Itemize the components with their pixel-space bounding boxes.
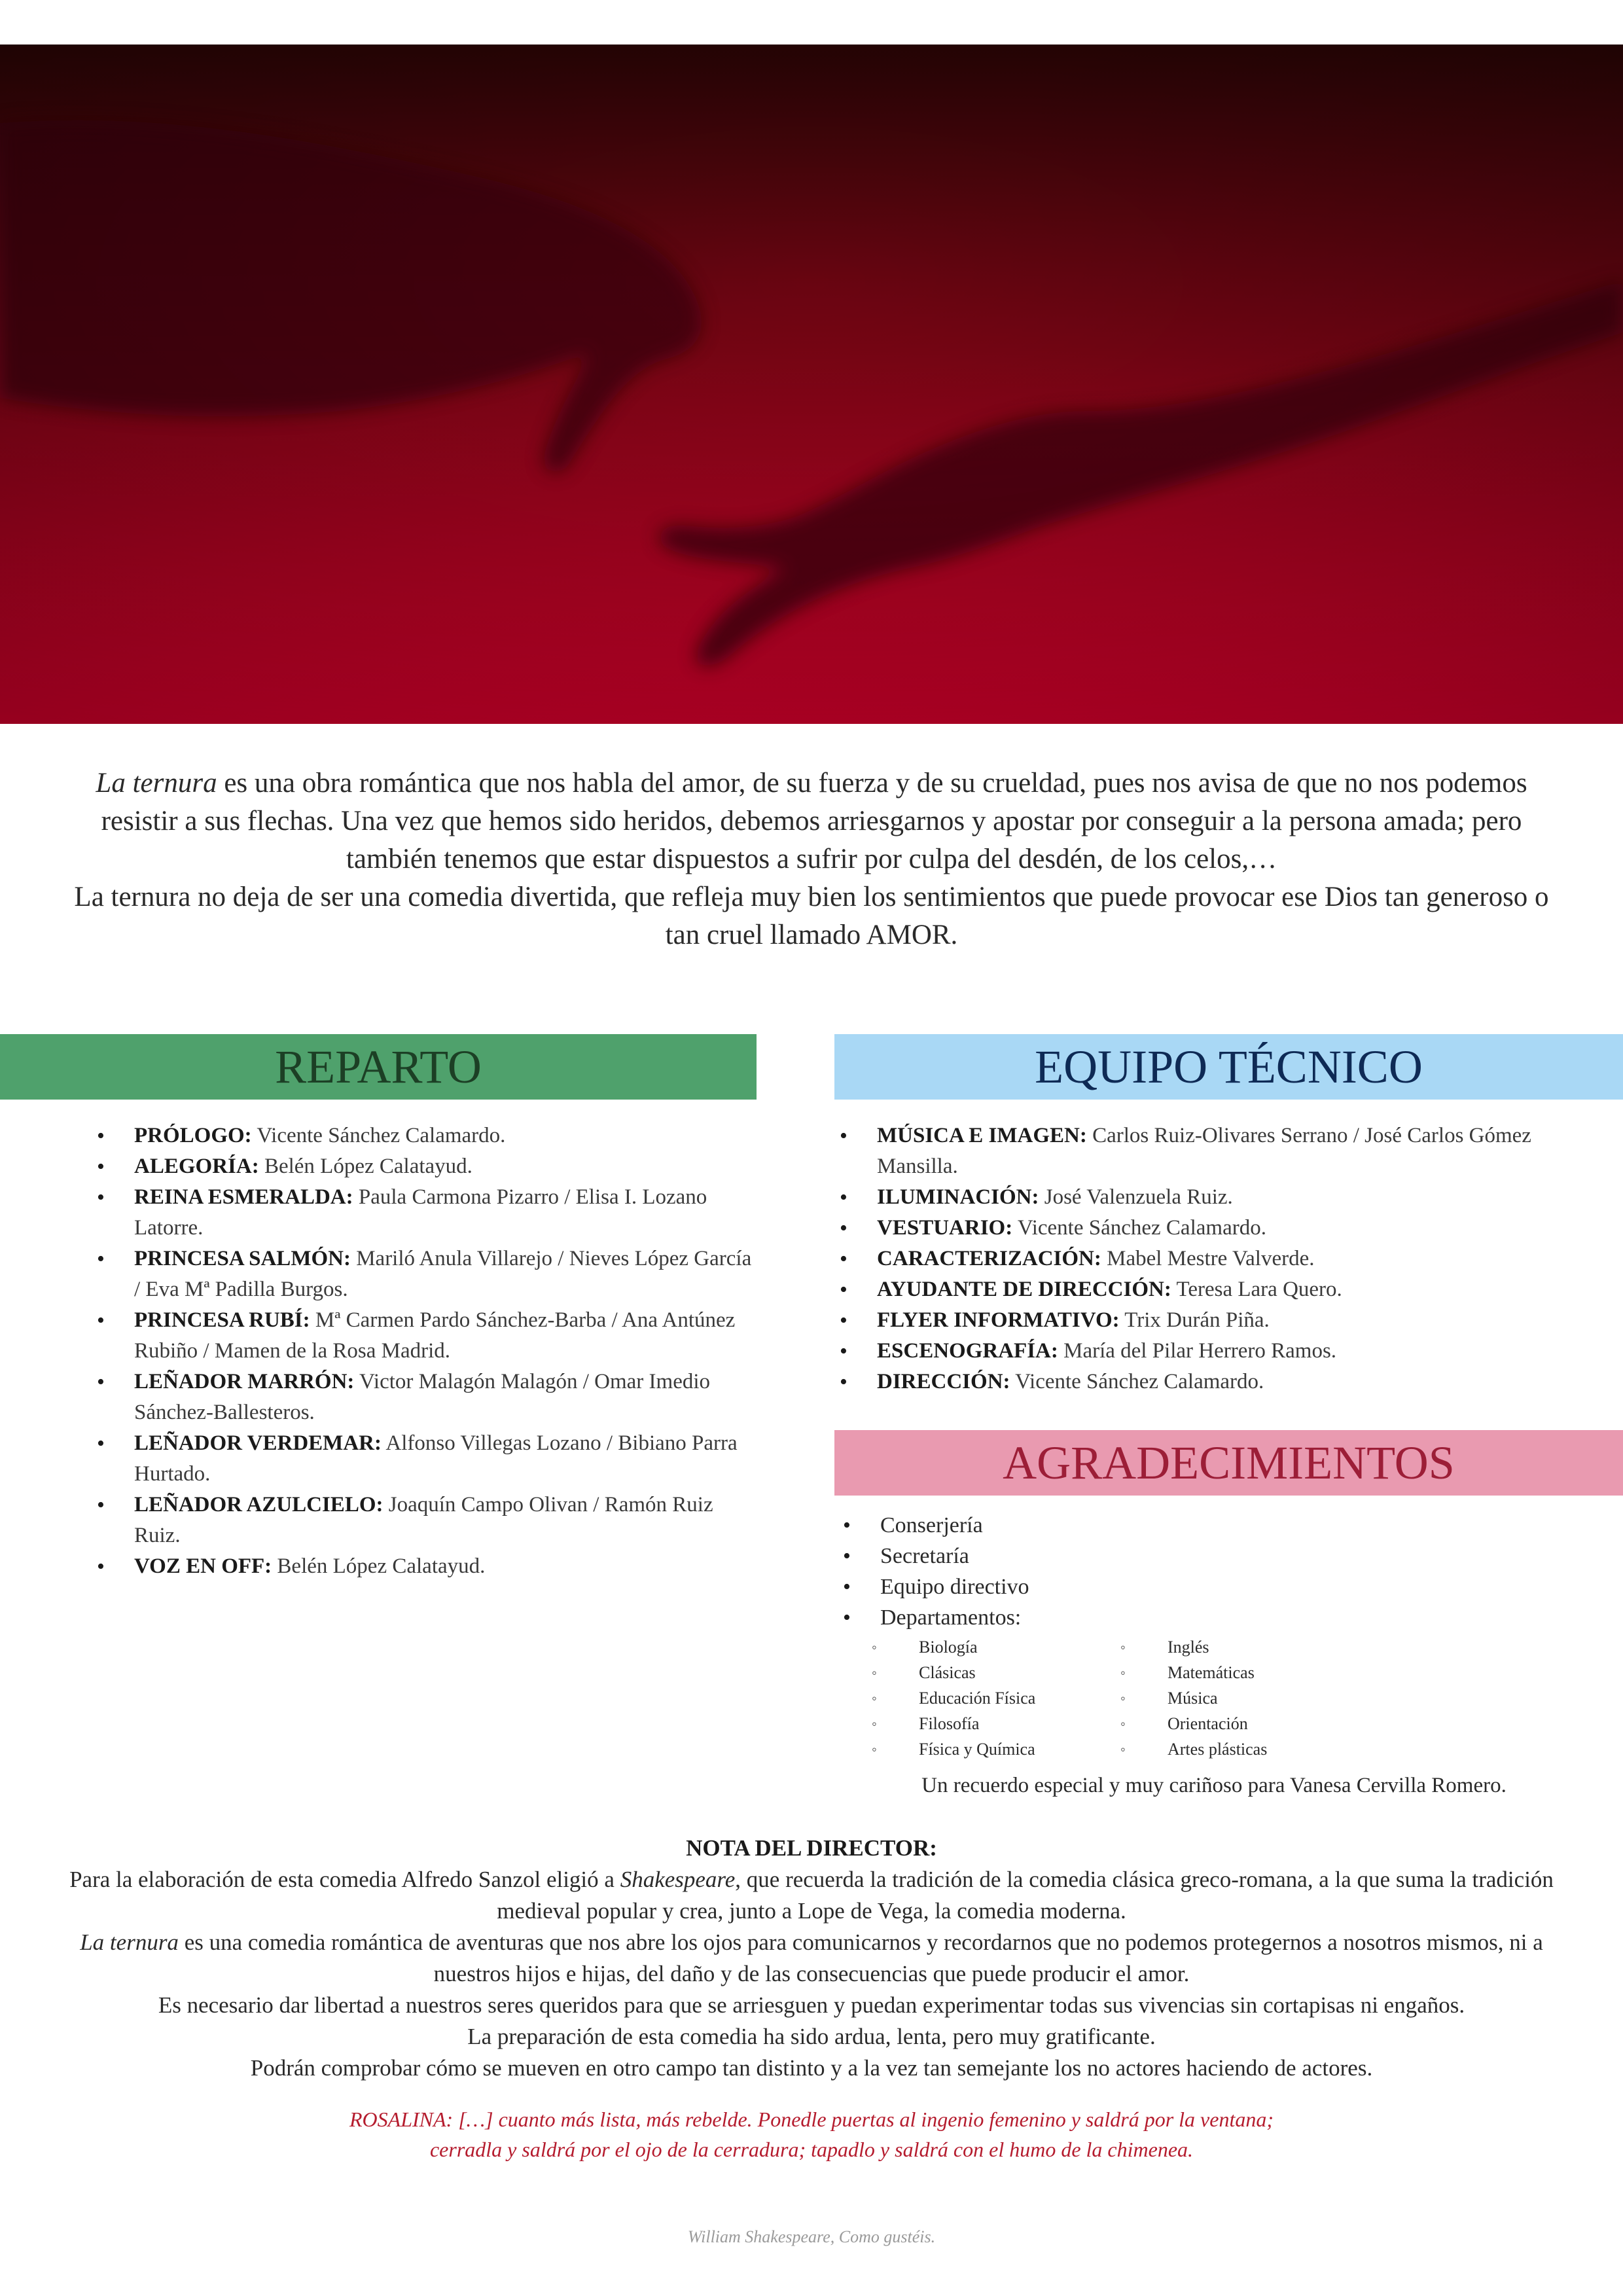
- departamento-label: Filosofía: [919, 1714, 980, 1733]
- reparto-role: REINA ESMERALDA:: [134, 1185, 353, 1209]
- bullet-icon: •: [840, 1247, 847, 1271]
- bullet-icon: •: [840, 1216, 847, 1240]
- departamento-label: Inglés: [1168, 1638, 1209, 1657]
- ring-bullet-icon: ◦: [1120, 1664, 1126, 1681]
- director-note-line-2-rest: es una comedia romántica de aventuras que nos abre los ojos para comunicarnos y recordarnos que no podemos protegernos a nosotros mismos, ni a nuestros hijos e hijas, del daño y de las consecuencias que puede producir el amor.: [178, 1929, 1543, 1986]
- departamentos-list-left: [872, 1634, 1107, 1762]
- reparto-heading: REPARTO: [0, 1034, 757, 1100]
- reparto-role: LEÑADOR MARRÓN:: [134, 1370, 355, 1393]
- reparto-role: VOZ EN OFF:: [134, 1554, 272, 1578]
- equipo-role: CARACTERIZACIÓN:: [877, 1247, 1101, 1270]
- reparto-names: Alfonso Villegas Lozano / Bibiano Parra Hurtado.: [134, 1431, 738, 1486]
- equipo-tecnico-heading: EQUIPO TÉCNICO: [834, 1034, 1623, 1100]
- bullet-icon: •: [840, 1339, 847, 1363]
- departamento-item: [872, 1685, 1107, 1711]
- bullet-icon: •: [97, 1554, 105, 1579]
- hero-image: [0, 45, 1623, 724]
- equipo-names: Teresa Lara Quero.: [1171, 1278, 1342, 1301]
- director-note-shakespeare: Shakespeare: [620, 1867, 736, 1892]
- equipo-names: Trix Durán Piña.: [1119, 1308, 1270, 1332]
- bullet-icon: •: [97, 1493, 105, 1517]
- ring-bullet-icon: ◦: [872, 1741, 877, 1757]
- quote-line-2: cerradla y saldrá por el ojo de la cerradura; tapadlo y saldrá con el humo de la chimenea.: [429, 2138, 1194, 2161]
- equipo-item: [834, 1274, 1594, 1305]
- agradecimiento-item: [838, 1541, 1296, 1571]
- reparto-role: ALEGORÍA:: [134, 1155, 259, 1178]
- intro-paragraph-2: La ternura no deja de ser una comedia divertida, que refleja muy bien los sentimientos que puede provocar ese Dios tan generoso o tan cruel llamado AMOR.: [74, 882, 1549, 950]
- director-note-title-italic: La ternura: [80, 1929, 179, 1955]
- reparto-names: Belén López Calatayud.: [259, 1155, 473, 1178]
- director-note-line-4: La preparación de esta comedia ha sido ardua, lenta, pero muy gratificante.: [467, 2024, 1156, 2049]
- departamento-item: [1120, 1685, 1356, 1711]
- ring-bullet-icon: ◦: [1120, 1690, 1126, 1706]
- reparto-names: Mariló Anula Villarejo / Nieves López García / Eva Mª Padilla Burgos.: [134, 1247, 752, 1301]
- reparto-item: [92, 1121, 759, 1151]
- equipo-item: [834, 1182, 1594, 1213]
- director-note-line-5: Podrán comprobar cómo se mueven en otro campo tan distinto y a la vez tan semejante los no actores haciendo de actores.: [250, 2055, 1373, 2081]
- equipo-role: ESCENOGRAFÍA:: [877, 1339, 1058, 1363]
- equipo-names: María del Pilar Herrero Ramos.: [1058, 1339, 1337, 1363]
- bullet-icon: •: [840, 1185, 847, 1210]
- departamento-item: [1120, 1634, 1356, 1660]
- reparto-role: PRINCESA SALMÓN:: [134, 1247, 351, 1270]
- equipo-tecnico-list: [834, 1121, 1594, 1397]
- reparto-role: PRINCESA RUBÍ:: [134, 1308, 310, 1332]
- departamento-item: [872, 1660, 1107, 1685]
- departamento-label: Biología: [919, 1638, 978, 1657]
- bullet-icon: •: [97, 1247, 105, 1271]
- equipo-item: [834, 1336, 1594, 1367]
- ring-bullet-icon: ◦: [872, 1690, 877, 1706]
- reparto-role: LEÑADOR VERDEMAR:: [134, 1431, 382, 1455]
- agradecimiento-item: [838, 1602, 1296, 1633]
- bullet-icon: •: [843, 1513, 851, 1537]
- departamento-label: Física y Química: [919, 1740, 1035, 1759]
- ring-bullet-icon: ◦: [872, 1664, 877, 1681]
- departamento-label: Artes plásticas: [1168, 1740, 1268, 1759]
- intro-title-italic: La ternura: [96, 768, 217, 798]
- equipo-role: VESTUARIO:: [877, 1216, 1013, 1240]
- equipo-role: FLYER INFORMATIVO:: [877, 1308, 1120, 1332]
- director-note-line-1: [59, 1864, 1564, 1927]
- reparto-names: Vicente Sánchez Calamardo.: [251, 1124, 506, 1147]
- director-note-line-1a: Para la elaboración de esta comedia Alfredo Sanzol eligió a: [69, 1867, 620, 1892]
- special-thanks: Un recuerdo especial y muy cariñoso para Vanesa Cervilla Romero.: [921, 1774, 1507, 1797]
- departamento-label: Clásicas: [919, 1663, 976, 1682]
- agradecimiento-label: Secretaría: [880, 1544, 969, 1568]
- bullet-icon: •: [97, 1185, 105, 1210]
- reparto-item: [92, 1551, 759, 1582]
- ring-bullet-icon: ◦: [1120, 1741, 1126, 1757]
- reparto-role: PRÓLOGO:: [134, 1124, 252, 1147]
- bullet-icon: •: [97, 1431, 105, 1456]
- director-note-heading: NOTA DEL DIRECTOR:: [686, 1835, 937, 1861]
- bullet-icon: •: [840, 1124, 847, 1148]
- bullet-icon: •: [97, 1124, 105, 1148]
- ring-bullet-icon: ◦: [872, 1715, 877, 1732]
- equipo-item: [834, 1305, 1594, 1336]
- departamento-item: [1120, 1736, 1356, 1762]
- departamento-item: [1120, 1711, 1356, 1736]
- reparto-names: Paula Carmona Pizarro / Elisa I. Lozano Latorre.: [134, 1185, 707, 1240]
- shakespeare-quote: [157, 2104, 1466, 2164]
- equipo-role: DIRECCIÓN:: [877, 1370, 1010, 1393]
- reparto-role: LEÑADOR AZULCIELO:: [134, 1493, 383, 1516]
- equipo-item: [834, 1244, 1594, 1274]
- quote-line-1: ROSALINA: […] cuanto más lista, más rebelde. Ponedle puertas al ingenio femenino y saldrá por la ventana;: [349, 2108, 1274, 2131]
- departamento-label: Educación Física: [919, 1689, 1036, 1708]
- equipo-names: Vicente Sánchez Calamardo.: [1012, 1216, 1266, 1240]
- bullet-icon: •: [97, 1155, 105, 1179]
- bullet-icon: •: [97, 1308, 105, 1333]
- intro-paragraph-1: [72, 764, 1551, 878]
- equipo-names: Carlos Ruiz-Olivares Serrano / José Carlos Gómez Mansilla.: [877, 1124, 1531, 1178]
- reparto-names: Belén López Calatayud.: [272, 1554, 486, 1578]
- reparto-names: Mª Carmen Pardo Sánchez-Barba / Ana Antúnez Rubiño / Mamen de la Rosa Madrid.: [134, 1308, 736, 1363]
- intro-text: [72, 764, 1551, 954]
- bullet-icon: •: [843, 1575, 851, 1599]
- reparto-item: [92, 1182, 759, 1244]
- departamento-item: [1120, 1660, 1356, 1685]
- ring-bullet-icon: ◦: [872, 1639, 877, 1655]
- departamento-label: Matemáticas: [1168, 1663, 1255, 1682]
- equipo-names: José Valenzuela Ruiz.: [1039, 1185, 1233, 1209]
- bullet-icon: •: [843, 1605, 851, 1630]
- equipo-names: Vicente Sánchez Calamardo.: [1010, 1370, 1264, 1393]
- reparto-item: [92, 1151, 759, 1182]
- departamento-item: [872, 1634, 1107, 1660]
- reparto-item: [92, 1428, 759, 1490]
- reparto-names: Victor Malagón Malagón / Omar Imedio Sánchez-Ballesteros.: [134, 1370, 711, 1424]
- agradecimientos-list: [838, 1510, 1296, 1633]
- agradecimiento-label: Equipo directivo: [880, 1575, 1029, 1599]
- departamento-item: [872, 1711, 1107, 1736]
- agradecimiento-item: [838, 1571, 1296, 1602]
- equipo-role: AYUDANTE DE DIRECCIÓN:: [877, 1278, 1171, 1301]
- director-note-line-3: Es necesario dar libertad a nuestros seres queridos para que se arriesguen y puedan experimentar todas sus vivencias sin cortapisas ni engaños.: [158, 1992, 1465, 2018]
- quote-signature: William Shakespeare, Como gustéis.: [687, 2227, 936, 2246]
- ring-bullet-icon: ◦: [1120, 1639, 1126, 1655]
- agradecimiento-item: [838, 1510, 1296, 1541]
- intro-paragraph-1-rest: es una obra romántica que nos habla del amor, de su fuerza y de su crueldad, pues nos avisa de que no nos podemos resistir a sus flechas. Una vez que hemos sido heridos, debemos arriesgarnos y apostar por conseguir a la persona amada; pero también tenemos que estar dispuestos a sufrir por culpa del desdén, de los celos,…: [101, 768, 1527, 874]
- bullet-icon: •: [97, 1370, 105, 1394]
- departamento-label: Música: [1168, 1689, 1218, 1708]
- reparto-item: [92, 1367, 759, 1428]
- equipo-names: Mabel Mestre Valverde.: [1101, 1247, 1315, 1270]
- reparto-names: Joaquín Campo Olivan / Ramón Ruiz Ruiz.: [134, 1493, 713, 1547]
- director-note-line-1b: , que recuerda la tradición de la comedia clásica greco-romana, a la que suma la tradición medieval popular y crea, junto a Lope de Vega, la comedia moderna.: [497, 1867, 1554, 1924]
- reparto-item: [92, 1305, 759, 1367]
- equipo-role: MÚSICA E IMAGEN:: [877, 1124, 1087, 1147]
- equipo-item: [834, 1367, 1594, 1397]
- hero-shadow-hands-art: [0, 45, 1623, 724]
- departamento-item: [872, 1736, 1107, 1762]
- ring-bullet-icon: ◦: [1120, 1715, 1126, 1732]
- agradecimiento-label: Departamentos:: [880, 1605, 1022, 1630]
- equipo-role: ILUMINACIÓN:: [877, 1185, 1039, 1209]
- departamento-label: Orientación: [1168, 1714, 1248, 1733]
- bullet-icon: •: [843, 1544, 851, 1568]
- equipo-item: [834, 1213, 1594, 1244]
- reparto-item: [92, 1490, 759, 1551]
- departamentos-list-right: [1120, 1634, 1356, 1762]
- director-note-line-2: [59, 1927, 1564, 1990]
- equipo-item: [834, 1121, 1594, 1182]
- bullet-icon: •: [840, 1278, 847, 1302]
- agradecimiento-label: Conserjería: [880, 1513, 983, 1537]
- reparto-list: [92, 1121, 759, 1582]
- agradecimientos-heading: AGRADECIMIENTOS: [834, 1430, 1623, 1496]
- bullet-icon: •: [840, 1308, 847, 1333]
- reparto-item: [92, 1244, 759, 1305]
- director-note: [59, 1833, 1564, 2084]
- bullet-icon: •: [840, 1370, 847, 1394]
